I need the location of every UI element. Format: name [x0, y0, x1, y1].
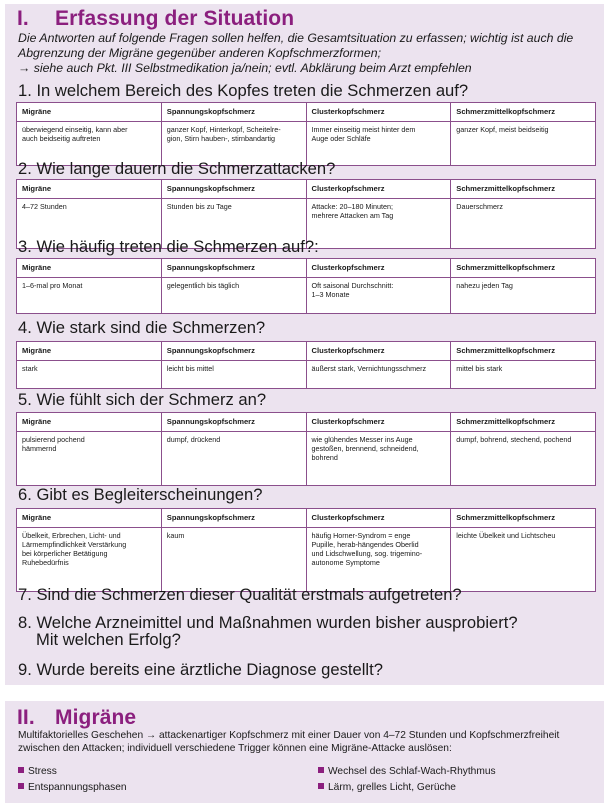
comparison-table-3: [16, 258, 596, 314]
trigger-label: Stress: [28, 766, 57, 777]
question-7: 7. Sind die Schmerzen dieser Qualität erstmals aufgetreten?: [18, 585, 462, 604]
table-cell: ganzer Kopf, Hinterkopf, Scheitelre- gion, Stirn hauben-, stirnbandartig: [161, 122, 306, 166]
table-header-cell: Schmerzmittelkopfschmerz: [451, 342, 596, 361]
trigger-item: [318, 764, 496, 780]
intro-line: Abgrenzung der Migräne gegenüber anderen Kopfschmerzformen;: [18, 46, 381, 60]
table-header-cell: Schmerzmittelkopfschmerz: [451, 103, 596, 122]
question-5: 5. Wie fühlt sich der Schmerz an?: [18, 390, 267, 409]
table-row: [17, 528, 596, 592]
table-cell: Immer einseitig meist hinter dem Auge oder Schläfe: [306, 122, 451, 166]
comparison-table-5: [16, 412, 596, 486]
intro-text: [18, 31, 598, 76]
table-cell: dumpf, drückend: [161, 432, 306, 486]
table-cell: überwiegend einseitig, kann aber auch beidseitig auftreten: [17, 122, 162, 166]
table-cell: Oft saisonal Durchschnitt: 1–3 Monate: [306, 278, 451, 314]
bullet-square-icon: [18, 767, 24, 773]
table-header-cell: Migräne: [17, 413, 162, 432]
section1-number: I.: [17, 7, 29, 30]
table-header-row: [17, 413, 596, 432]
bullet-square-icon: [318, 767, 324, 773]
table-row: [17, 278, 596, 314]
table-header-row: [17, 180, 596, 199]
trigger-item: [18, 764, 57, 780]
table-header-cell: Migräne: [17, 180, 162, 199]
comparison-table-6: [16, 508, 596, 592]
table-header-cell: Migräne: [17, 259, 162, 278]
question-4: 4. Wie stark sind die Schmerzen?: [18, 318, 266, 337]
question-2: 2. Wie lange dauern die Schmerzattacken?: [18, 159, 336, 178]
table-header-cell: Spannungskopfschmerz: [161, 180, 306, 199]
table-header-cell: Schmerzmittelkopfschmerz: [451, 180, 596, 199]
section2-number: II.: [17, 706, 35, 729]
table-header-row: [17, 103, 596, 122]
table-header-cell: Clusterkopfschmerz: [306, 509, 451, 528]
table-cell: Übelkeit, Erbrechen, Licht- und Lärmempfindlichkeit Verstärkung bei körperlicher Betätigung Ruhebedürfnis: [17, 528, 162, 592]
table-header-cell: Schmerzmittelkopfschmerz: [451, 509, 596, 528]
table-cell: Dauerschmerz: [451, 199, 596, 249]
table-cell: leicht bis mittel: [161, 361, 306, 389]
table-row: [17, 361, 596, 389]
table-cell: mittel bis stark: [451, 361, 596, 389]
table-cell: wie glühendes Messer ins Auge gestoßen, brennend, schneidend, bohrend: [306, 432, 451, 486]
table-header-cell: Spannungskopfschmerz: [161, 259, 306, 278]
table-cell: pulsierend pochend hämmernd: [17, 432, 162, 486]
table-cell: Attacke: 20–180 Minuten; mehrere Attacken am Tag: [306, 199, 451, 249]
table-header-cell: Spannungskopfschmerz: [161, 103, 306, 122]
table-cell: 4–72 Stunden: [17, 199, 162, 249]
intro-line: → siehe auch Pkt. III Selbstmedikation ja/nein; evtl. Abklärung beim Arzt empfehlen: [18, 61, 472, 75]
trigger-item: [18, 780, 127, 796]
section1-title: [17, 7, 294, 31]
table-cell: leichte Übelkeit und Lichtscheu: [451, 528, 596, 592]
table-header-row: [17, 509, 596, 528]
trigger-item: [318, 780, 456, 796]
table-header-row: [17, 259, 596, 278]
question-6: 6. Gibt es Begleiterscheinungen?: [18, 485, 263, 504]
table-cell: nahezu jeden Tag: [451, 278, 596, 314]
trigger-label: Lärm, grelles Licht, Gerüche: [328, 782, 456, 793]
table-header-cell: Spannungskopfschmerz: [161, 413, 306, 432]
question-8-line1: 8. Welche Arzneimittel und Maßnahmen wurden bisher ausprobiert?: [18, 613, 518, 632]
table-cell: häufig Horner-Syndrom = enge Pupille, herab-hängendes Oberlid und Lidschwellung, sog. trigemino- autonome Symptome: [306, 528, 451, 592]
table-header-row: [17, 342, 596, 361]
migraine-description: Multifaktorielles Geschehen → attackenartiger Kopfschmerz mit einer Dauer von 4–72 Stunden und Kopfschmerzfreiheit zwischen den Attacken; individuell verschiedene Trigger können eine Migräne-Attacke auslösen:: [18, 730, 560, 754]
table-cell: Stunden bis zu Tage: [161, 199, 306, 249]
comparison-table-4: [16, 341, 596, 389]
intro-line: Die Antworten auf folgende Fragen sollen helfen, die Gesamtsituation zu erfassen; wichtig ist auch die: [18, 31, 574, 45]
table-cell: äußerst stark, Vernichtungsschmerz: [306, 361, 451, 389]
section2-title: [17, 706, 136, 730]
comparison-table-1: [16, 102, 596, 166]
table-cell: 1–6-mal pro Monat: [17, 278, 162, 314]
table-cell: dumpf, bohrend, stechend, pochend: [451, 432, 596, 486]
table-cell: ganzer Kopf, meist beidseitig: [451, 122, 596, 166]
section1-title-text: Erfassung der Situation: [55, 7, 295, 30]
table-header-cell: Spannungskopfschmerz: [161, 342, 306, 361]
table-header-cell: Clusterkopfschmerz: [306, 180, 451, 199]
table-header-cell: Clusterkopfschmerz: [306, 413, 451, 432]
trigger-label: Wechsel des Schlaf-Wach-Rhythmus: [328, 766, 496, 777]
table-header-cell: Migräne: [17, 342, 162, 361]
question-9: 9. Wurde bereits eine ärztliche Diagnose gestellt?: [18, 660, 383, 679]
section2-title-text: Migräne: [55, 706, 137, 729]
table-header-cell: Schmerzmittelkopfschmerz: [451, 413, 596, 432]
table-row: [17, 432, 596, 486]
table-header-cell: Clusterkopfschmerz: [306, 259, 451, 278]
table-cell: kaum: [161, 528, 306, 592]
table-header-cell: Spannungskopfschmerz: [161, 509, 306, 528]
table-header-cell: Migräne: [17, 509, 162, 528]
bullet-square-icon: [318, 783, 324, 789]
table-cell: stark: [17, 361, 162, 389]
table-header-cell: Schmerzmittelkopfschmerz: [451, 259, 596, 278]
bullet-square-icon: [18, 783, 24, 789]
question-8: [18, 614, 518, 648]
trigger-label: Entspannungsphasen: [28, 782, 127, 793]
question-8-line2: Mit welchen Erfolg?: [36, 630, 181, 649]
question-3: 3. Wie häufig treten die Schmerzen auf?:: [18, 237, 319, 256]
table-header-cell: Clusterkopfschmerz: [306, 103, 451, 122]
table-header-cell: Clusterkopfschmerz: [306, 342, 451, 361]
question-1: 1. In welchem Bereich des Kopfes treten die Schmerzen auf?: [18, 81, 469, 100]
table-cell: gelegentlich bis täglich: [161, 278, 306, 314]
table-header-cell: Migräne: [17, 103, 162, 122]
